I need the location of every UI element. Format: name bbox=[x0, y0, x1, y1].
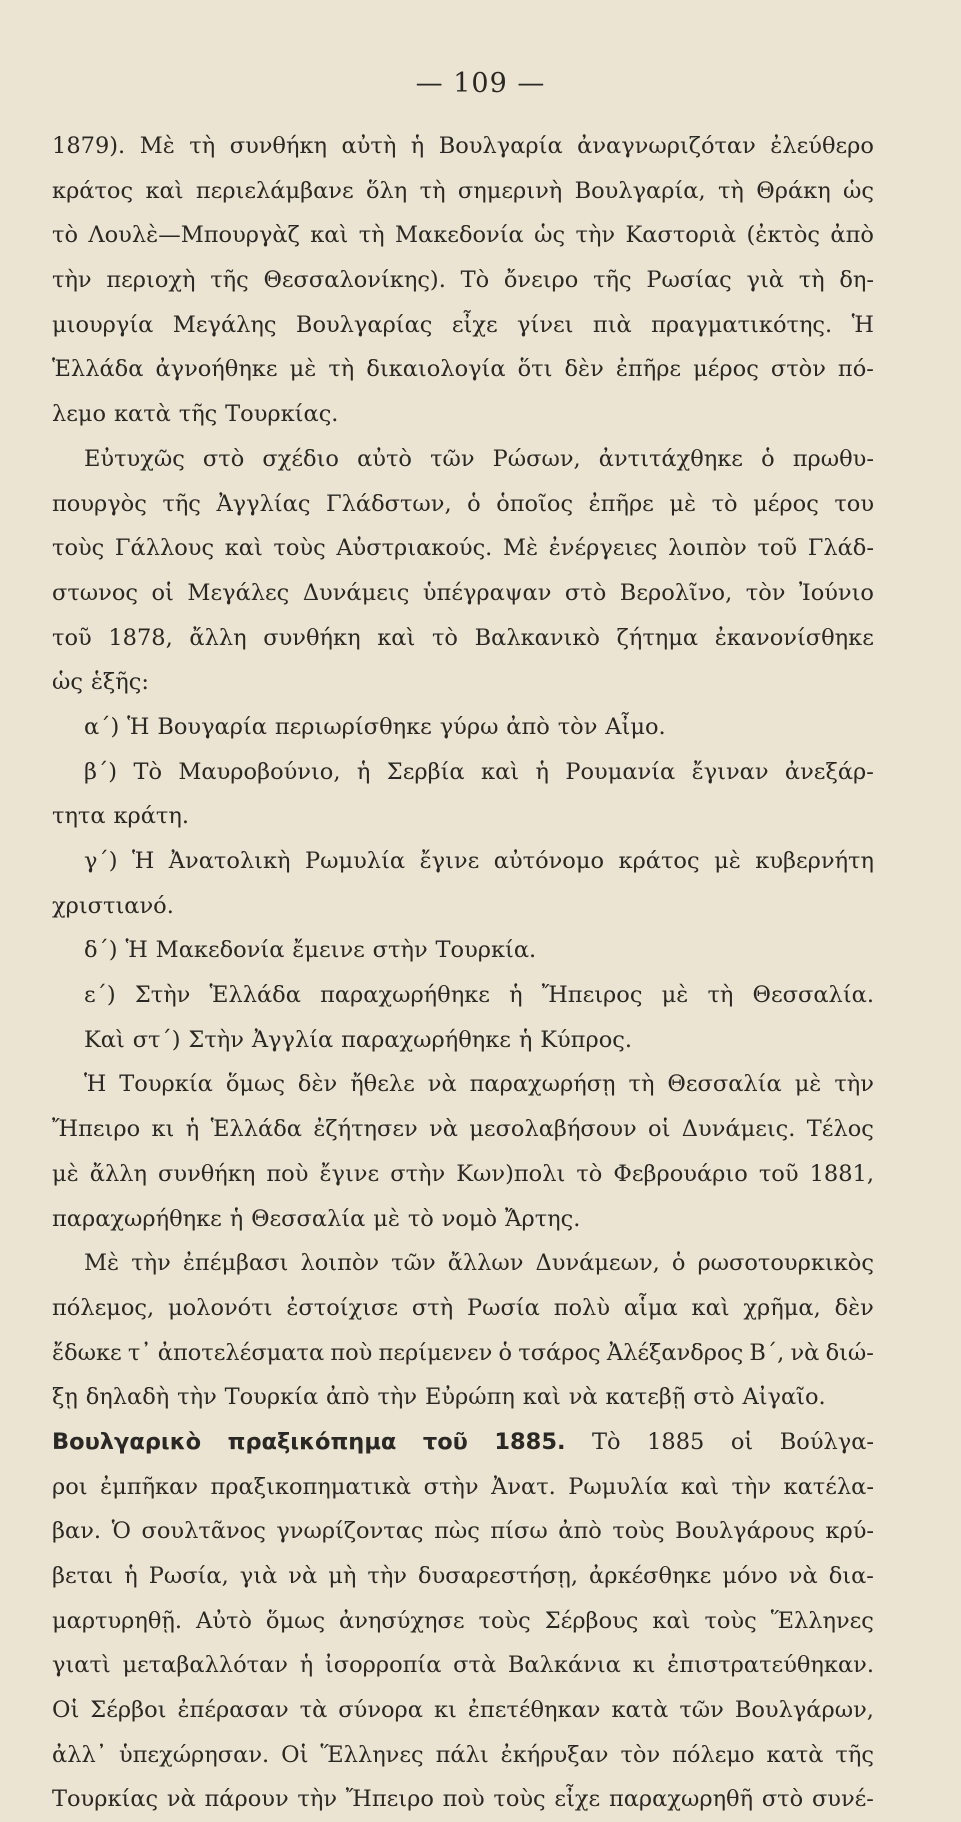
text-line: ξῃ δηλαδὴ τὴν Τουρκία ἀπὸ τὴν Εὐρώπη καὶ νὰ κατεβῇ στὸ Αἰγαῖο. bbox=[52, 1384, 826, 1411]
text-line: Οἱ Σέρβοι ἐπέρασαν τὰ σύνορα κι ἐπετέθηκαν κατὰ τῶν Βουλγάρων, bbox=[52, 1697, 874, 1724]
text-line: παραχωρήθηκε ἡ Θεσσαλία μὲ τὸ νομὸ Ἄρτης. bbox=[52, 1205, 581, 1232]
text-line: ἀλλ᾿ ὑπεχώρησαν. Οἱ Ἕλληνες πάλι ἐκήρυξαν τὸν πόλεμο κατὰ τῆς bbox=[52, 1741, 874, 1768]
text-line: β΄) Τὸ Μαυροβούνιο, ἡ Σερβία καὶ ἡ Ρουμανία ἔγιναν ἀνεξάρ- bbox=[84, 758, 874, 785]
text-line: κράτος καὶ περιελάμβανε ὅλη τὴ σημερινὴ Βουλγαρία, τὴ Θράκη ὡς bbox=[52, 177, 874, 204]
text-line: μαρτυρηθῇ. Αὐτὸ ὅμως ἀνησύχησε τοὺς Σέρβους καὶ τοὺς Ἕλληνες bbox=[52, 1607, 874, 1634]
text-line: Βουλγαρικὸ πραξικόπημα τοῦ 1885. Τὸ 1885 οἱ Βούλγα- bbox=[52, 1428, 874, 1455]
text-line: Τουρκίας νὰ πάρουν τὴν Ἤπειρο ποὺ τοὺς εἶχε παραχωρηθῆ στὸ συνέ- bbox=[52, 1786, 874, 1813]
text-line: δ΄) Ἡ Μακεδονία ἔμεινε στὴν Τουρκία. bbox=[84, 937, 537, 964]
text-line: 1879). Μὲ τὴ συνθήκη αὐτὴ ἡ Βουλγαρία ἀναγνωριζόταν ἐλεύθερο bbox=[52, 133, 874, 159]
text-line: γιατὶ μεταβαλλόταν ἡ ἰσορροπία στὰ Βαλκάνια κι ἐπιστρατεύθηκαν. bbox=[52, 1652, 874, 1679]
text-line: α΄) Ἡ Βουγαρία περιωρίσθηκε γύρω ἀπὸ τὸν Αἶμο. bbox=[84, 713, 666, 740]
text-line: ε΄) Στὴν Ἑλλάδα παραχωρήθηκε ἡ Ἤπειρος μὲ τὴ Θεσσαλία. bbox=[84, 982, 874, 1009]
text-line: ἔδωκε τ᾿ ἀποτελέσματα ποὺ περίμενεν ὁ τσάρος Ἀλέξανδρος Β΄, νὰ διώ- bbox=[52, 1339, 874, 1366]
text-line: τοῦ 1878, ἄλλη συνθήκη καὶ τὸ Βαλκανικὸ ζήτημα ἐκανονίσθηκε bbox=[52, 624, 874, 651]
page-number: — 109 — bbox=[415, 68, 546, 99]
text-line: μὲ ἄλλη συνθήκη ποὺ ἔγινε στὴν Κων)πολι τὸ Φεβρουάριο τοῦ 1881, bbox=[52, 1160, 874, 1187]
text-line: τητα κράτη. bbox=[52, 803, 190, 830]
text-line: ὡς ἑξῆς: bbox=[52, 669, 149, 696]
text-line: πόλεμος, μολονότι ἐστοίχισε στὴ Ρωσία πολὺ αἷμα καὶ χρῆμα, δὲν bbox=[52, 1294, 874, 1321]
text-line: βεται ἡ Ρωσία, γιὰ νὰ μὴ τὴν δυσαρεστήσῃ, ἀρκέσθηκε μόνο νὰ δια- bbox=[52, 1563, 874, 1589]
text-line: Ἑλλάδα ἀγνοήθηκε μὲ τὴ δικαιολογία ὅτι δὲν ἐπῆρε μέρος στὸν πό- bbox=[52, 356, 874, 383]
text-line: Καὶ στ΄) Στὴν Ἀγγλία παραχωρήθηκε ἡ Κύπρος. bbox=[84, 1026, 632, 1053]
text-line: πουργὸς τῆς Ἀγγλίας Γλάδστων, ὁ ὁποῖος ἐπῆρε μὲ τὸ μέρος του bbox=[52, 490, 874, 517]
body-text bbox=[52, 124, 874, 1822]
text-line: Ἤπειρο κι ἡ Ἑλλάδα ἐζήτησεν νὰ μεσολαβήσουν οἱ Δυνάμεις. Τέλος bbox=[52, 1116, 874, 1143]
text-line: Ἡ Τουρκία ὅμως δὲν ἤθελε νὰ παραχωρήσῃ τὴ Θεσσαλία μὲ τὴν bbox=[84, 1071, 874, 1098]
text-line: βαν. Ὁ σουλτᾶνος γνωρίζοντας πὼς πίσω ἀπὸ τοὺς Βουλγάρους κρύ- bbox=[52, 1518, 874, 1545]
text-line: λεμο κατὰ τῆς Τουρκίας. bbox=[52, 401, 339, 428]
text-line: τὴν περιοχὴ τῆς Θεσσαλονίκης). Τὸ ὄνειρο τῆς Ρωσίας γιὰ τὴ δη- bbox=[52, 267, 874, 294]
text-line: μιουργία Μεγάλης Βουλγαρίας εἶχε γίνει πιὰ πραγματικότης. Ἡ bbox=[52, 311, 874, 338]
text-line: Εὐτυχῶς στὸ σχέδιο αὐτὸ τῶν Ρώσων, ἀντιτάχθηκε ὁ πρωθυ- bbox=[84, 445, 874, 472]
text-line: γ΄) Ἡ Ἀνατολικὴ Ρωμυλία ἔγινε αὐτόνομο κράτος μὲ κυβερνήτη bbox=[84, 848, 874, 874]
text-line: τοὺς Γάλλους καὶ τοὺς Αὐστριακούς. Μὲ ἐνέργειες λοιπὸν τοῦ Γλάδ- bbox=[52, 535, 874, 562]
text-line: ροι ἐμπῆκαν πραξικοπηματικὰ στὴν Ἀνατ. Ρωμυλία καὶ τὴν κατέλα- bbox=[52, 1473, 874, 1500]
text-line: χριστιανό. bbox=[52, 892, 174, 919]
text-line: Μὲ τὴν ἐπέμβασι λοιπὸν τῶν ἄλλων Δυνάμεων, ὁ ρωσοτουρκικὸς bbox=[84, 1250, 874, 1277]
text-line: στωνος οἱ Μεγάλες Δυνάμεις ὑπέγραψαν στὸ Βερολῖνο, τὸν Ἰούνιο bbox=[52, 579, 874, 606]
text-line: τὸ Λουλὲ—Μπουργὰζ καὶ τὴ Μακεδονία ὡς τὴν Καστοριὰ (ἐκτὸς ἀπὸ bbox=[52, 222, 874, 249]
